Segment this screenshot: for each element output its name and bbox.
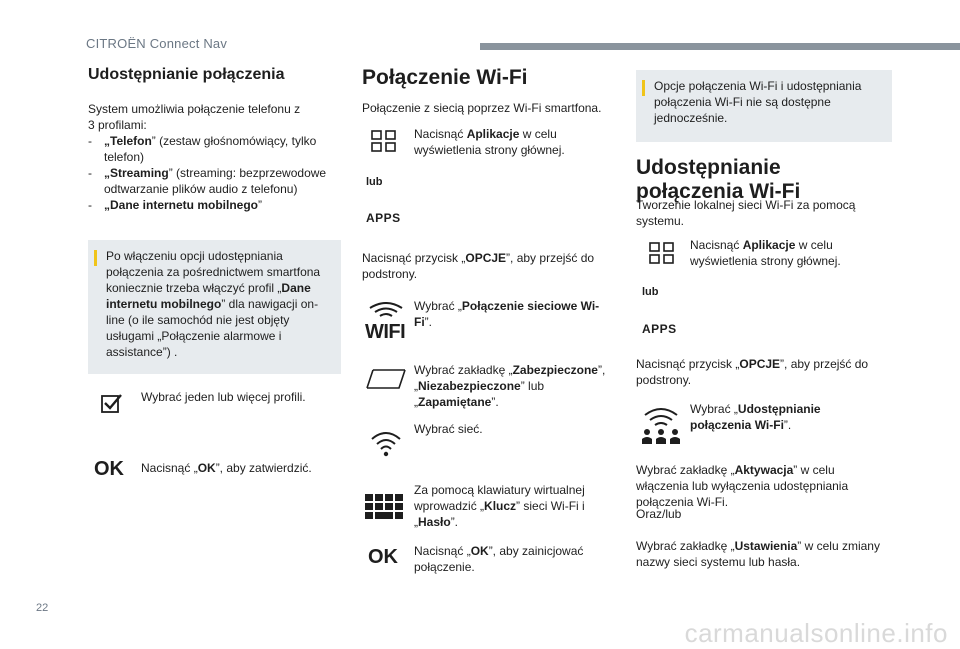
profile-item-streaming: - „Streaming” (streaming: bezprzewodowe odtwarzanie plików audio z telefonu)	[88, 166, 327, 196]
section-connection-sharing	[88, 66, 342, 84]
apps-button-label: APPS	[366, 211, 401, 225]
header-bar	[480, 43, 960, 50]
wifi-icon	[366, 302, 406, 320]
wifi-hotspot-icon	[640, 406, 682, 446]
keyboard-icon	[364, 493, 404, 521]
wifi-connection-title: Połączenie Wi-Fi	[362, 66, 528, 89]
apps-grid-icon	[648, 242, 678, 264]
ok-icon: OK	[94, 458, 124, 480]
tab-edit-icon	[366, 368, 406, 390]
step-activation-tab: Wybrać zakładkę „Aktywacja” w celu włączenia lub wyłączenia udostępniania połączenia Wi-Fi.	[636, 463, 849, 509]
step-select-profiles: Wybrać jeden lub więcej profili.	[141, 390, 306, 404]
section-title: Udostępnianie połączenia	[88, 66, 285, 83]
header-brand: CITROËN Connect Nav	[86, 36, 228, 51]
step-options: Nacisnąć przycisk „OPCJE”, aby przejść do podstrony.	[362, 251, 595, 281]
apps-grid-icon	[370, 130, 400, 152]
or-label: lub	[366, 176, 383, 188]
step-enter-key: Za pomocą klawiatury wirtualnej wprowadzić „Klucz” sieci Wi-Fi i „Hasło”.	[414, 483, 585, 529]
step-select-sharing: Wybrać „Udostępnianie połączenia Wi-Fi”.	[690, 402, 821, 432]
profiles-intro: System umożliwia połączenie telefonu z 3 profilami:	[88, 102, 301, 132]
step-confirm: Nacisnąć „OK”, aby zatwierdzić.	[141, 461, 312, 475]
step-open-apps: Nacisnąć Aplikacje w celu wyświetlenia strony głównej.	[414, 127, 565, 157]
and-or-label: Oraz/lub	[636, 507, 682, 521]
step-select-tab: Wybrać zakładkę „Zabezpieczone”, „Niezabezpieczone” lub „Zapamiętane”.	[414, 363, 606, 409]
step-open-apps: Nacisnąć Aplikacje w celu wyświetlenia strony głównej.	[690, 238, 841, 268]
info-note-exclusive: Opcje połączenia Wi-Fi i udostępniania połączenia Wi-Fi nie są dostępne jednocześnie.	[636, 70, 892, 142]
profile-item-mobile-data: - „Dane internetu mobilnego”	[88, 198, 263, 212]
step-choose-network: Wybrać sieć.	[414, 422, 483, 436]
checkbox-icon	[96, 392, 126, 416]
wifi-label: WIFI	[365, 321, 406, 343]
wifi-signal-icon	[370, 430, 402, 458]
profiles-intro-block	[88, 101, 342, 213]
step-options: Nacisnąć przycisk „OPCJE”, aby przejść do podstrony.	[636, 357, 869, 387]
wifi-sharing-intro: Tworzenie lokalnej sieci Wi-Fi za pomocą systemu.	[636, 198, 856, 228]
apps-button-label: APPS	[642, 322, 677, 336]
or-label: lub	[642, 286, 659, 298]
info-marker-icon	[94, 250, 97, 266]
step-settings-tab: Wybrać zakładkę „Ustawienia” w celu zmiany nazwy sieci systemu lub hasła.	[636, 539, 880, 569]
step-start-connection: Nacisnąć „OK”, aby zainicjować połączenie.	[414, 544, 584, 574]
info-marker-icon	[642, 80, 645, 96]
wifi-intro: Połączenie z siecią poprzez Wi-Fi smartfona.	[362, 101, 602, 115]
wifi-sharing-title: Udostępnianie połączenia Wi-Fi	[636, 156, 801, 203]
watermark-text: carmanualsonline.info	[684, 618, 948, 648]
ok-icon: OK	[368, 546, 398, 568]
info-note-mobile-data: Po włączeniu opcji udostępniania połączenia za pośrednictwem smartfona koniecznie trzeba włączyć profil „Dane internetu mobilnego” dla nawigacji on-line (o ile samochód nie jest objęty usługami „Połączenie alarmowe i assistance”) .	[88, 240, 341, 374]
page-number: 22	[36, 602, 49, 614]
profile-item-telefon: - „Telefon” (zestaw głośnomówiący, tylko telefon)	[88, 134, 317, 164]
step-select-wifi-network: Wybrać „Połączenie sieciowe Wi-Fi”.	[414, 299, 600, 329]
